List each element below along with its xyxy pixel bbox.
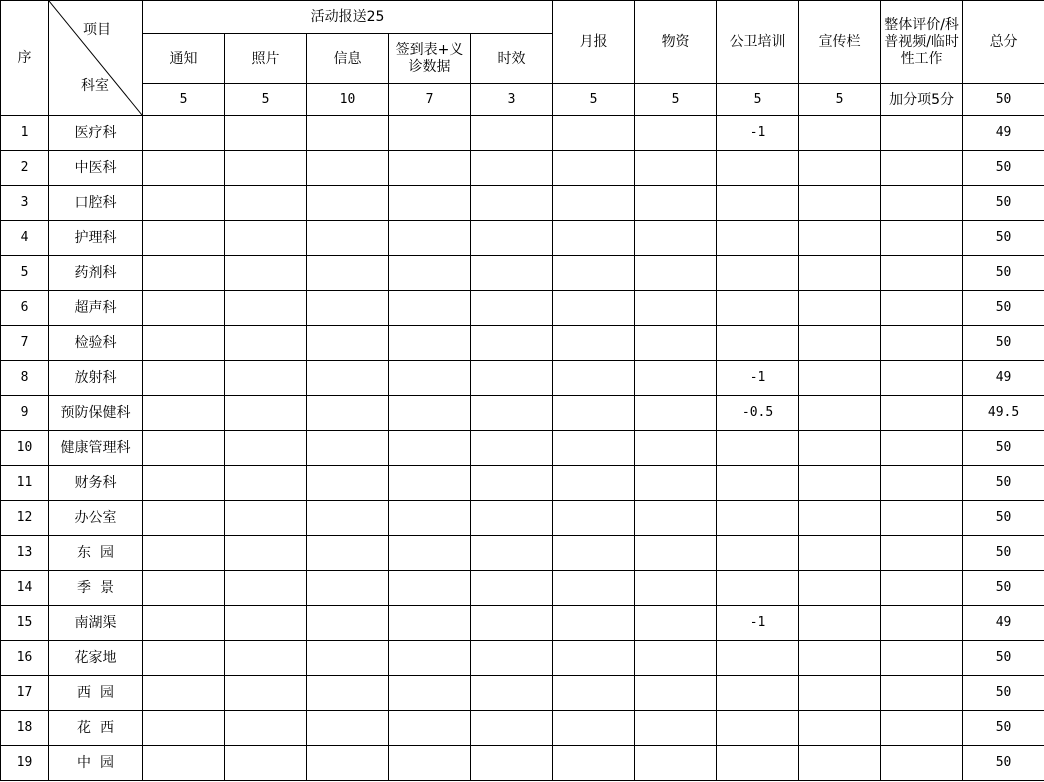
seq-cell: 13: [1, 536, 49, 571]
empty-cell: [881, 431, 963, 466]
empty-cell: [799, 711, 881, 746]
empty-cell: [799, 221, 881, 256]
total-score-cell: 50: [963, 221, 1044, 256]
empty-cell: [881, 641, 963, 676]
empty-cell: [799, 326, 881, 361]
table-row: [1, 151, 1044, 186]
empty-cell: [471, 256, 553, 291]
table-row: [1, 221, 1044, 256]
table-row: [1, 186, 1044, 221]
seq-cell: 2: [1, 151, 49, 186]
empty-cell: [799, 641, 881, 676]
empty-cell: [553, 606, 635, 641]
empty-cell: [389, 221, 471, 256]
empty-cell: [389, 746, 471, 781]
department-cell: 预防保健科: [49, 396, 143, 431]
empty-cell: [799, 746, 881, 781]
empty-cell: [799, 501, 881, 536]
empty-cell: [471, 711, 553, 746]
seq-cell: 19: [1, 746, 49, 781]
empty-cell: [553, 221, 635, 256]
empty-cell: [553, 711, 635, 746]
department-cell: 医疗科: [49, 116, 143, 151]
points-cell: 3: [471, 84, 553, 116]
empty-cell: [881, 606, 963, 641]
training-score-cell: [717, 641, 799, 676]
empty-cell: [881, 151, 963, 186]
empty-cell: [143, 711, 225, 746]
training-score-cell: [717, 536, 799, 571]
header-row-1: [1, 1, 1044, 34]
seq-cell: 11: [1, 466, 49, 501]
seq-cell: 9: [1, 396, 49, 431]
empty-cell: [307, 571, 389, 606]
empty-cell: [143, 641, 225, 676]
empty-cell: [389, 711, 471, 746]
empty-cell: [799, 361, 881, 396]
empty-cell: [307, 291, 389, 326]
empty-cell: [143, 571, 225, 606]
training-score-cell: -0.5: [717, 396, 799, 431]
table-row: [1, 326, 1044, 361]
empty-cell: [635, 151, 717, 186]
department-cell: 季 景: [49, 571, 143, 606]
empty-cell: [553, 256, 635, 291]
seq-cell: 1: [1, 116, 49, 151]
empty-cell: [225, 641, 307, 676]
training-score-cell: -1: [717, 606, 799, 641]
empty-cell: [635, 186, 717, 221]
empty-cell: [225, 256, 307, 291]
points-cell: 10: [307, 84, 389, 116]
total-score-cell: 50: [963, 641, 1044, 676]
seq-cell: 15: [1, 606, 49, 641]
seq-cell: 3: [1, 186, 49, 221]
activity-group-header: 活动报送25: [143, 1, 553, 34]
department-cell: 护理科: [49, 221, 143, 256]
timeliness-header: 时效: [471, 34, 553, 84]
department-cell: 办公室: [49, 501, 143, 536]
empty-cell: [553, 746, 635, 781]
empty-cell: [143, 256, 225, 291]
empty-cell: [881, 536, 963, 571]
seq-cell: 6: [1, 291, 49, 326]
training-score-cell: [717, 151, 799, 186]
department-cell: 药剂科: [49, 256, 143, 291]
empty-cell: [143, 746, 225, 781]
empty-cell: [471, 291, 553, 326]
training-header: 公卫培训: [717, 1, 799, 84]
empty-cell: [635, 536, 717, 571]
empty-cell: [143, 151, 225, 186]
training-score-cell: -1: [717, 116, 799, 151]
empty-cell: [553, 396, 635, 431]
empty-cell: [881, 676, 963, 711]
table-row: [1, 501, 1044, 536]
points-cell: 5: [553, 84, 635, 116]
empty-cell: [143, 326, 225, 361]
empty-cell: [389, 606, 471, 641]
empty-cell: [471, 501, 553, 536]
department-cell: 花 西: [49, 711, 143, 746]
empty-cell: [389, 151, 471, 186]
empty-cell: [225, 186, 307, 221]
empty-cell: [799, 466, 881, 501]
empty-cell: [881, 501, 963, 536]
training-score-cell: [717, 431, 799, 466]
total-score-cell: 50: [963, 501, 1044, 536]
empty-cell: [389, 571, 471, 606]
empty-cell: [471, 151, 553, 186]
empty-cell: [553, 291, 635, 326]
department-cell: 中医科: [49, 151, 143, 186]
seq-cell: 4: [1, 221, 49, 256]
empty-cell: [635, 326, 717, 361]
empty-cell: [881, 571, 963, 606]
table-row: [1, 676, 1044, 711]
empty-cell: [471, 571, 553, 606]
empty-cell: [389, 536, 471, 571]
empty-cell: [225, 361, 307, 396]
empty-cell: [635, 221, 717, 256]
supplies-header: 物资: [635, 1, 717, 84]
empty-cell: [553, 676, 635, 711]
total-score-cell: 50: [963, 571, 1044, 606]
empty-cell: [471, 641, 553, 676]
training-score-cell: [717, 326, 799, 361]
table-row: [1, 641, 1044, 676]
department-cell: 检验科: [49, 326, 143, 361]
empty-cell: [471, 431, 553, 466]
empty-cell: [799, 676, 881, 711]
training-score-cell: [717, 291, 799, 326]
empty-cell: [307, 361, 389, 396]
empty-cell: [635, 291, 717, 326]
empty-cell: [307, 151, 389, 186]
seq-cell: 16: [1, 641, 49, 676]
empty-cell: [553, 116, 635, 151]
total-score-cell: 49: [963, 361, 1044, 396]
empty-cell: [307, 116, 389, 151]
empty-cell: [553, 571, 635, 606]
empty-cell: [143, 676, 225, 711]
empty-cell: [471, 116, 553, 151]
empty-cell: [553, 326, 635, 361]
empty-cell: [635, 116, 717, 151]
table-row: [1, 361, 1044, 396]
total-score-cell: 50: [963, 186, 1044, 221]
empty-cell: [225, 326, 307, 361]
empty-cell: [389, 116, 471, 151]
empty-cell: [471, 361, 553, 396]
overall-eval-header: 整体评价/科普视频/临时性工作: [881, 1, 963, 84]
training-score-cell: [717, 186, 799, 221]
empty-cell: [799, 151, 881, 186]
empty-cell: [307, 186, 389, 221]
empty-cell: [389, 431, 471, 466]
info-header: 信息: [307, 34, 389, 84]
empty-cell: [307, 326, 389, 361]
signin-header: 签到表+义诊数据: [389, 34, 471, 84]
training-score-cell: [717, 711, 799, 746]
empty-cell: [225, 466, 307, 501]
total-header: 总分: [963, 1, 1044, 84]
training-score-cell: [717, 571, 799, 606]
table-row: [1, 291, 1044, 326]
empty-cell: [389, 186, 471, 221]
table-row: [1, 606, 1044, 641]
department-cell: 南湖渠: [49, 606, 143, 641]
department-cell: 放射科: [49, 361, 143, 396]
total-score-cell: 50: [963, 326, 1044, 361]
total-score-cell: 50: [963, 291, 1044, 326]
table-row: [1, 256, 1044, 291]
empty-cell: [799, 396, 881, 431]
empty-cell: [307, 711, 389, 746]
empty-cell: [635, 466, 717, 501]
empty-cell: [143, 431, 225, 466]
empty-cell: [799, 606, 881, 641]
points-row: [1, 84, 1044, 116]
empty-cell: [225, 151, 307, 186]
notice-header: 通知: [143, 34, 225, 84]
empty-cell: [143, 466, 225, 501]
table-row: [1, 536, 1044, 571]
empty-cell: [553, 501, 635, 536]
points-cell: 5: [635, 84, 717, 116]
empty-cell: [389, 676, 471, 711]
empty-cell: [881, 746, 963, 781]
empty-cell: [143, 536, 225, 571]
empty-cell: [225, 676, 307, 711]
empty-cell: [553, 641, 635, 676]
points-cell: 5: [143, 84, 225, 116]
empty-cell: [389, 256, 471, 291]
empty-cell: [307, 676, 389, 711]
total-points-cell: 50: [963, 84, 1044, 116]
empty-cell: [307, 466, 389, 501]
empty-cell: [143, 116, 225, 151]
department-cell: 口腔科: [49, 186, 143, 221]
empty-cell: [225, 606, 307, 641]
empty-cell: [881, 186, 963, 221]
empty-cell: [225, 711, 307, 746]
seq-cell: 12: [1, 501, 49, 536]
empty-cell: [471, 536, 553, 571]
table-row: [1, 711, 1044, 746]
department-cell: 财务科: [49, 466, 143, 501]
empty-cell: [799, 431, 881, 466]
seq-cell: 18: [1, 711, 49, 746]
training-score-cell: [717, 256, 799, 291]
empty-cell: [389, 466, 471, 501]
empty-cell: [143, 221, 225, 256]
seq-cell: 5: [1, 256, 49, 291]
empty-cell: [799, 571, 881, 606]
empty-cell: [225, 221, 307, 256]
empty-cell: [471, 326, 553, 361]
empty-cell: [143, 501, 225, 536]
empty-cell: [225, 431, 307, 466]
empty-cell: [389, 361, 471, 396]
empty-cell: [307, 746, 389, 781]
empty-cell: [307, 641, 389, 676]
empty-cell: [799, 256, 881, 291]
empty-cell: [635, 571, 717, 606]
empty-cell: [143, 291, 225, 326]
empty-cell: [389, 396, 471, 431]
empty-cell: [471, 466, 553, 501]
empty-cell: [389, 641, 471, 676]
empty-cell: [307, 396, 389, 431]
monthly-report-header: 月报: [553, 1, 635, 84]
training-score-cell: [717, 221, 799, 256]
seq-cell: 7: [1, 326, 49, 361]
total-score-cell: 50: [963, 256, 1044, 291]
training-score-cell: -1: [717, 361, 799, 396]
seq-cell: 8: [1, 361, 49, 396]
total-score-cell: 50: [963, 711, 1044, 746]
training-score-cell: [717, 501, 799, 536]
training-score-cell: [717, 746, 799, 781]
empty-cell: [881, 116, 963, 151]
bulletin-board-header: 宣传栏: [799, 1, 881, 84]
empty-cell: [225, 291, 307, 326]
points-cell: 5: [799, 84, 881, 116]
empty-cell: [307, 431, 389, 466]
empty-cell: [471, 396, 553, 431]
empty-cell: [225, 571, 307, 606]
empty-cell: [307, 221, 389, 256]
empty-cell: [143, 606, 225, 641]
department-cell: 西 园: [49, 676, 143, 711]
empty-cell: [307, 256, 389, 291]
empty-cell: [143, 186, 225, 221]
table-row: [1, 571, 1044, 606]
total-score-cell: 50: [963, 536, 1044, 571]
empty-cell: [635, 361, 717, 396]
empty-cell: [799, 291, 881, 326]
photo-header: 照片: [225, 34, 307, 84]
points-cell: 5: [717, 84, 799, 116]
empty-cell: [389, 501, 471, 536]
empty-cell: [635, 711, 717, 746]
empty-cell: [635, 256, 717, 291]
bonus-points-cell: 加分项5分: [881, 84, 963, 116]
empty-cell: [635, 676, 717, 711]
points-cell: 7: [389, 84, 471, 116]
empty-cell: [881, 361, 963, 396]
empty-cell: [471, 606, 553, 641]
department-cell: 中 园: [49, 746, 143, 781]
empty-cell: [799, 536, 881, 571]
diag-label-items: 项目: [83, 22, 111, 38]
empty-cell: [799, 116, 881, 151]
table-row: [1, 746, 1044, 781]
training-score-cell: [717, 676, 799, 711]
empty-cell: [881, 466, 963, 501]
empty-cell: [553, 186, 635, 221]
empty-cell: [881, 326, 963, 361]
department-cell: 超声科: [49, 291, 143, 326]
department-cell: 花家地: [49, 641, 143, 676]
empty-cell: [881, 396, 963, 431]
diagonal-line: [49, 1, 142, 115]
empty-cell: [307, 501, 389, 536]
empty-cell: [553, 151, 635, 186]
seq-cell: 10: [1, 431, 49, 466]
empty-cell: [553, 431, 635, 466]
empty-cell: [881, 291, 963, 326]
empty-cell: [635, 606, 717, 641]
empty-cell: [881, 221, 963, 256]
empty-cell: [635, 396, 717, 431]
total-score-cell: 50: [963, 746, 1044, 781]
total-score-cell: 50: [963, 151, 1044, 186]
empty-cell: [471, 221, 553, 256]
table-row: [1, 396, 1044, 431]
empty-cell: [471, 746, 553, 781]
empty-cell: [225, 396, 307, 431]
table-row: [1, 116, 1044, 151]
points-cell: 5: [225, 84, 307, 116]
total-score-cell: 50: [963, 431, 1044, 466]
seq-header: 序: [1, 1, 49, 116]
empty-cell: [881, 256, 963, 291]
empty-cell: [143, 396, 225, 431]
empty-cell: [635, 746, 717, 781]
empty-cell: [307, 536, 389, 571]
total-score-cell: 50: [963, 676, 1044, 711]
diagonal-header-cell: [49, 1, 143, 116]
empty-cell: [471, 186, 553, 221]
empty-cell: [635, 501, 717, 536]
empty-cell: [389, 326, 471, 361]
empty-cell: [635, 641, 717, 676]
empty-cell: [471, 676, 553, 711]
department-cell: 东 园: [49, 536, 143, 571]
diag-label-departments: 科室: [81, 78, 109, 94]
seq-cell: 14: [1, 571, 49, 606]
empty-cell: [635, 431, 717, 466]
table-row: [1, 431, 1044, 466]
empty-cell: [553, 536, 635, 571]
empty-cell: [225, 501, 307, 536]
total-score-cell: 49.5: [963, 396, 1044, 431]
empty-cell: [225, 536, 307, 571]
table-row: [1, 466, 1044, 501]
empty-cell: [225, 116, 307, 151]
empty-cell: [307, 606, 389, 641]
empty-cell: [553, 361, 635, 396]
empty-cell: [225, 746, 307, 781]
total-score-cell: 49: [963, 606, 1044, 641]
empty-cell: [799, 186, 881, 221]
department-cell: 健康管理科: [49, 431, 143, 466]
seq-cell: 17: [1, 676, 49, 711]
empty-cell: [881, 711, 963, 746]
empty-cell: [143, 361, 225, 396]
total-score-cell: 50: [963, 466, 1044, 501]
total-score-cell: 49: [963, 116, 1044, 151]
empty-cell: [389, 291, 471, 326]
training-score-cell: [717, 466, 799, 501]
empty-cell: [553, 466, 635, 501]
